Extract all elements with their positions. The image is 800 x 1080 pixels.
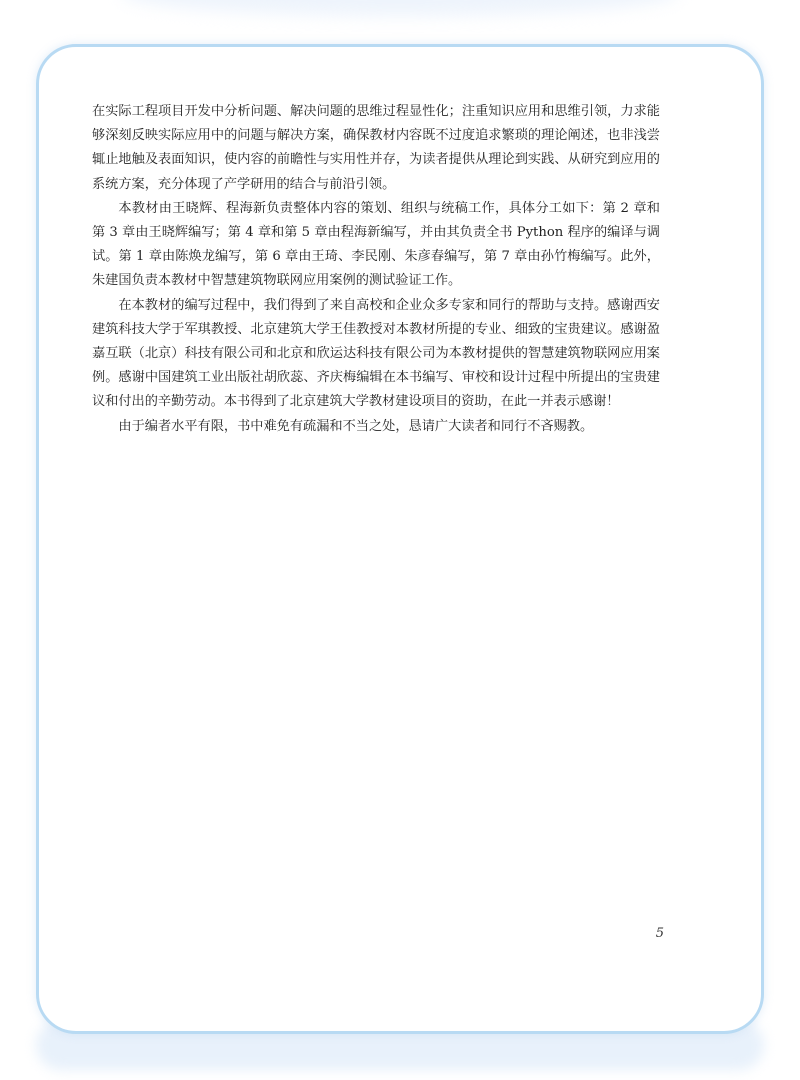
page-number: 5 xyxy=(655,926,664,941)
paragraph-closing: 由于编者水平有限，书中难免有疏漏和不当之处，恳请广大读者和同行不吝赐教。 xyxy=(118,418,594,434)
top-decoration xyxy=(120,0,680,16)
paragraph-acknowledgements: 在本教材的编写过程中，我们得到了来自高校和企业众多专家和同行的帮助与支持。感谢西安建筑科技大学于军琪教授、北京建筑大学王佳教授对本教材所提的专业、细致的宝贵建议。感谢盈嘉互联（北京）科技有限公司和北京和欣运达科技有限公司为本教材提供的智慧建筑物联网应用案例。感谢中国建筑工业出版社胡欣蕊、齐庆梅编辑在本书编写、审校和设计过程中所提出的宝贵建议和付出的辛勤劳动。本书得到了北京建筑大学教材建设项目的资助，在此一并表示感谢！ xyxy=(92,297,660,410)
body-text xyxy=(92,100,660,439)
paragraph-authors: 本教材由王晓辉、程海新负责整体内容的策划、组织与统稿工作，具体分工如下：第 2 章和第 3 章由王晓辉编写；第 4 章和第 5 章由程海新编写，并由其负责全书 Python 程序的编译与调试。第 1 章由陈焕龙编写，第 6 章由王琦、李民刚、朱彦春编写，第 7 章由孙竹梅编写。此外，朱建国负责本教材中智慧建筑物联网应用案例的测试验证工作。 xyxy=(92,200,660,289)
paragraph-continuation: 在实际工程项目开发中分析问题、解决问题的思维过程显性化；注重知识应用和思维引领，力求能够深刻反映实际应用中的问题与解决方案，确保教材内容既不过度追求繁琐的理论阐述，也非浅尝辄止地触及表面知识，使内容的前瞻性与实用性并存，为读者提供从理论到实践、从研究到应用的系统方案，充分体现了产学研用的结合与前沿引领。 xyxy=(92,104,660,192)
